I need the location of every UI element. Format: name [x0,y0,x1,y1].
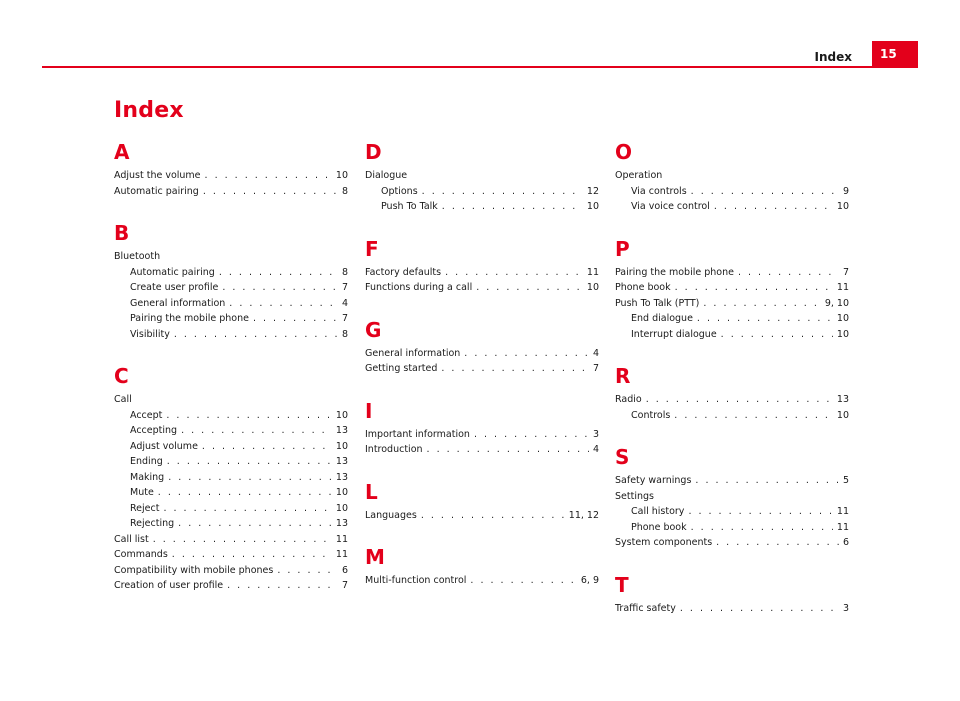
entry-page-ref: 7 [592,363,599,374]
index-subentry [114,296,348,312]
index-entry [615,296,849,312]
entry-term: Compatibility with mobile phones [114,564,274,576]
entry-term: Safety warnings [615,475,692,486]
dot-leader [427,442,589,458]
index-section [365,480,599,524]
section-letter: S [615,445,630,469]
entry-page-ref: 10 [586,201,599,212]
entry-page-ref: 7 [842,266,849,278]
index-entry [615,489,849,505]
entry-page-ref: 11 [586,266,599,278]
section-letter: I [365,398,373,423]
section-letter: A [114,140,130,164]
index-subentry [114,454,348,470]
entry-term: Functions during a call [365,282,473,293]
index-entry [365,346,599,362]
entry-page-ref: 10 [335,440,348,452]
dot-leader [721,327,833,343]
entry-page-ref: 13 [335,471,348,483]
index-section [615,445,849,551]
dot-leader [163,501,331,517]
dot-leader [178,516,332,532]
entry-term: General information [365,347,461,359]
entry-term: Adjust the volume [114,170,201,181]
index-section [365,545,599,589]
entry-term: Automatic pairing [130,266,215,278]
entry-page-ref: 13 [335,456,348,467]
index-entry [615,535,849,551]
dot-leader [691,184,839,200]
index-column-1 [114,140,348,616]
index-subentry [114,501,348,517]
index-entry [365,168,599,184]
index-entry [114,578,348,594]
entry-term: Push To Talk [381,201,438,212]
entry-page-ref: 10 [836,328,849,340]
index-subentry [114,516,348,532]
section-letter: M [365,545,385,569]
entry-page-ref: 11 [335,549,348,560]
dot-leader [688,504,832,520]
section-letter: L [365,479,378,504]
index-subentry [114,439,348,455]
index-column-3 [615,140,849,638]
index-subentry [114,327,348,343]
entry-page-ref: 7 [341,580,348,591]
entry-term: Settings [615,490,654,502]
index-entry [615,601,849,617]
entry-page-ref: 12 [586,185,599,197]
section-letter: B [114,221,130,245]
entry-term: Pairing the mobile phone [615,266,734,278]
entry-term: Accept [130,409,163,421]
dot-leader [227,578,338,594]
entry-page-ref: 11, 12 [568,509,599,521]
dot-leader [445,265,583,281]
entry-term: Commands [114,549,168,560]
entry-page-ref: 13 [836,394,849,405]
index-subentry [615,311,849,327]
entry-page-ref: 9, 10 [824,297,849,309]
entry-term: Radio [615,394,642,405]
entry-term: Rejecting [130,518,175,529]
entry-term: Push To Talk (PTT) [615,297,700,309]
entry-term: Mute [130,487,154,498]
entry-page-ref: 3 [842,602,849,614]
index-entry [615,392,849,408]
entry-page-ref: 13 [335,425,348,436]
entry-term: Getting started [365,363,438,374]
dot-leader [646,392,833,408]
index-subentry [615,327,849,343]
dot-leader [205,168,332,184]
entry-page-ref: 3 [592,428,599,440]
entry-term: Traffic safety [615,602,676,614]
entry-page-ref: 10 [586,282,599,293]
entry-page-ref: 6, 9 [580,575,599,586]
entry-page-ref: 4 [592,347,599,359]
entry-page-ref: 10 [836,313,849,324]
index-section [365,140,599,215]
entry-term: Controls [631,409,671,421]
section-letter: T [615,572,629,597]
dot-leader [166,408,332,424]
dot-leader [203,184,338,200]
dot-leader [277,563,338,579]
index-entry [615,473,849,489]
index-section [615,364,849,423]
entry-term: Phone book [615,282,671,293]
header-rule [42,66,918,68]
dot-leader [474,427,589,443]
index-subentry [114,280,348,296]
index-section [615,573,849,617]
section-letter: D [365,140,382,164]
entry-term: Via voice control [631,201,710,212]
entry-term: Important information [365,428,470,440]
entry-term: Making [130,471,165,483]
index-entry [365,427,599,443]
dot-leader [422,184,583,200]
dot-leader [464,346,589,362]
dot-leader [174,327,338,343]
index-section [114,364,348,594]
entry-page-ref: 9 [842,185,849,197]
entry-page-ref: 6 [842,537,849,548]
entry-page-ref: 5 [842,475,849,486]
entry-page-ref: 10 [335,409,348,421]
dot-leader [470,573,576,589]
entry-term: Visibility [130,328,170,340]
index-subentry [365,184,599,200]
entry-page-ref: 10 [836,409,849,421]
index-section [365,399,599,458]
dot-leader [716,535,839,551]
section-letter: R [615,364,631,388]
dot-leader [202,439,332,455]
dot-leader [738,265,839,281]
entry-term: Operation [615,170,663,181]
dot-leader [695,473,839,489]
index-entry [114,547,348,563]
dot-leader [222,280,338,296]
index-section [365,237,599,296]
entry-page-ref: 11 [335,533,348,545]
dot-leader [181,423,332,439]
entry-term: Call history [631,506,685,517]
entry-term: Call [114,394,132,405]
dot-leader [442,199,583,215]
dot-leader [253,311,338,327]
section-letter: O [615,140,633,164]
entry-page-ref: 10 [335,502,348,514]
section-letter: P [615,236,630,261]
entry-term: Call list [114,533,149,545]
entry-term: Factory defaults [365,266,442,278]
page-number-badge: 15 [872,41,918,67]
entry-term: Bluetooth [114,251,161,262]
entry-term: Automatic pairing [114,185,199,197]
entry-page-ref: 11 [836,282,849,293]
index-entry [114,184,348,200]
entry-term: Pairing the mobile phone [130,313,249,324]
index-subentry [615,408,849,424]
entry-page-ref: 10 [836,201,849,212]
entry-page-ref: 7 [341,282,348,293]
page-title: Index [114,98,184,123]
index-subentry [615,520,849,536]
dot-leader [691,520,833,536]
entry-term: Accepting [130,425,178,436]
index-entry [615,280,849,296]
dot-leader [172,547,332,563]
entry-page-ref: 6 [341,564,348,576]
entry-term: Reject [130,502,160,514]
entry-term: Dialogue [365,170,408,181]
entry-page-ref: 11 [836,521,849,533]
entry-term: Adjust volume [130,440,198,452]
entry-page-ref: 11 [836,506,849,517]
section-letter: G [365,317,382,342]
entry-page-ref: 8 [341,185,348,197]
entry-term: Creation of user profile [114,580,224,591]
entry-term: System components [615,537,713,548]
section-letter: F [365,236,379,261]
index-entry [365,442,599,458]
entry-term: Introduction [365,444,423,455]
index-subentry [114,311,348,327]
index-entry [114,563,348,579]
index-section [615,237,849,343]
header-title: Index [814,50,852,64]
entry-page-ref: 7 [341,313,348,324]
index-entry [365,265,599,281]
index-section [114,221,348,342]
index-subentry [114,265,348,281]
dot-leader [703,296,820,312]
index-subentry [615,199,849,215]
dot-leader [674,408,833,424]
entry-term: Multi-function control [365,575,467,586]
index-subentry [615,184,849,200]
index-entry [114,168,348,184]
entry-term: Ending [130,456,163,467]
dot-leader [421,508,565,524]
index-subentry [114,408,348,424]
entry-term: Options [381,185,418,197]
dot-leader [441,361,589,377]
entry-term: Via controls [631,185,687,197]
index-entry [365,508,599,524]
index-entry [615,168,849,184]
dot-leader [229,296,338,312]
entry-term: End dialogue [631,313,693,324]
dot-leader [476,280,583,296]
index-column-2 [365,140,599,611]
dot-leader [675,280,833,296]
section-letter: C [114,364,129,388]
index-entry [615,265,849,281]
index-section [615,140,849,215]
index-subentry [114,470,348,486]
entry-term: General information [130,297,226,309]
dot-leader [168,470,332,486]
index-entry [365,280,599,296]
entry-page-ref: 4 [341,297,348,309]
index-entry [114,532,348,548]
index-subentry [365,199,599,215]
entry-page-ref: 4 [592,444,599,455]
index-entry [365,573,599,589]
index-subentry [114,485,348,501]
entry-term: Create user profile [130,282,219,293]
dot-leader [167,454,332,470]
entry-page-ref: 8 [341,266,348,278]
entry-page-ref: 8 [341,328,348,340]
index-section [114,140,348,199]
dot-leader [153,532,332,548]
index-subentry [114,423,348,439]
dot-leader [219,265,338,281]
dot-leader [714,199,833,215]
entry-page-ref: 13 [335,518,348,529]
entry-term: Languages [365,509,417,521]
dot-leader [680,601,839,617]
index-entry [114,392,348,408]
index-subentry [615,504,849,520]
dot-leader [158,485,332,501]
index-entry [114,249,348,265]
dot-leader [697,311,833,327]
entry-term: Interrupt dialogue [631,328,717,340]
entry-page-ref: 10 [335,487,348,498]
entry-page-ref: 10 [335,170,348,181]
index-section [365,318,599,377]
index-entry [365,361,599,377]
entry-term: Phone book [631,521,687,533]
